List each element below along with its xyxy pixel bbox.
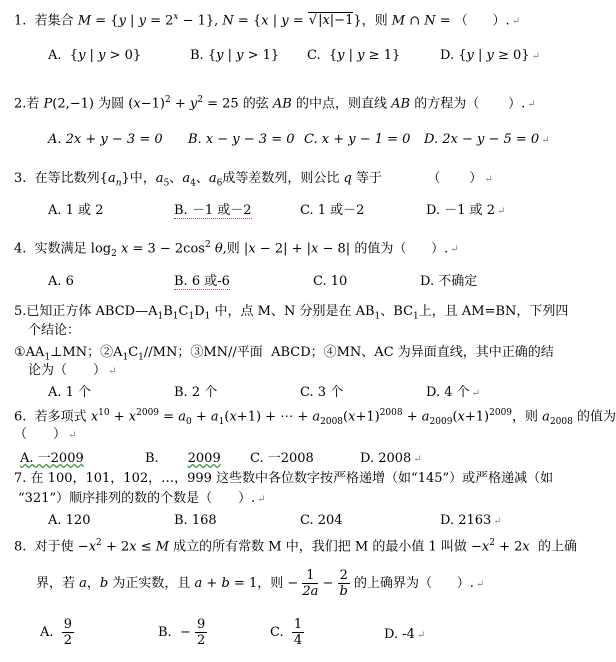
q2-option-b: B. x − y − 3 = 0 xyxy=(188,132,295,147)
q1-option-a: A. {y | y > 0} xyxy=(48,48,142,63)
question-2-stem: 2.若 P(2,−1) 为圆 $(x-1)^2 + y^2 = 25$ 的弦 AB 的中点，则直线 AB 的方程为（ ）. ↵ xyxy=(14,95,536,112)
q2-option-c: C. x + y − 1 = 0 xyxy=(304,132,411,147)
q6-option-c: C. 一2008 xyxy=(250,451,314,466)
q5-option-d: D. 4 个 ↵ xyxy=(426,385,481,400)
q7-option-c: C. 204 xyxy=(300,513,343,528)
question-7-line2: “321”）顺序排列的数的个数是（ ）. ↵ xyxy=(18,491,266,506)
q8-option-c: C. $\frac{1}{4}$ xyxy=(270,617,303,648)
q4-option-b: B. 6 或-6 xyxy=(174,274,230,289)
q4-option-a: A. 6 xyxy=(48,274,74,289)
q3-option-c: C. 1 或－2 xyxy=(300,203,365,218)
q2-option-a: A. 2x + y − 3 = 0 xyxy=(48,132,163,147)
q3-option-b: B. －1 或－2 xyxy=(174,203,252,218)
question-6-line2: （ ） ↵ xyxy=(14,427,77,442)
q7-option-a: A. 120 xyxy=(48,513,91,528)
q1-option-c: C. {y | y ≥ 1} xyxy=(307,48,401,63)
question-1-stem: 1. 若集合 M = {y | $y = 2^x - 1$}, N = {x | y = √|x|−1}，则 M ∩ N = （ ）. ↵ xyxy=(14,12,521,29)
question-5-stem: 5.已知正方体 $ABCD—A_1B_1C_1D_1$ 中，点 M、N 分别是在 $AB_1$、$BC_1$上，且 AM=BN，下列四 xyxy=(14,304,569,322)
question-5-stem-cont: 个结论： xyxy=(28,323,81,338)
q1-option-d: D. {y | y ≥ 0} ↵ xyxy=(440,48,540,63)
q8-option-b: B. − $\frac{9}{2}$ xyxy=(158,617,206,648)
question-8-line2: 界，若 a，b 为正实数，且 a + b = 1，则 − $\frac{1}{2a}$ − $\frac{2}{b}$ 的上确界为（ ）. ↵ xyxy=(36,568,485,599)
q8-option-d: D. -4 ↵ xyxy=(384,627,426,642)
q2-option-d: D. 2x − y − 5 = 0 ↵ xyxy=(424,132,550,147)
q7-option-d: D. 2163 ↵ xyxy=(440,513,502,528)
q3-option-d: D. －1 或 2 ↵ xyxy=(426,203,506,218)
question-5-statements: $①AA_1\perp MN$；$②A_1C_1//MN$；③MN//平面 ABCD；④MN、AC 为异面直线，其中正确的结 xyxy=(14,345,554,363)
q5-option-c: C. 3 个 xyxy=(300,385,344,400)
question-5-line3: 论为（ ） ↵ xyxy=(28,363,117,378)
q5-option-b: B. 2 个 xyxy=(174,385,218,400)
q4-option-d: D. 不确定 xyxy=(420,274,478,289)
question-7-stem: 7. 在 100，101，102，…，999 这些数中各位数字按严格递增（如“145”）或严格递减（如 xyxy=(14,471,554,486)
q3-option-a: A. 1 或 2 xyxy=(48,203,104,218)
q5-option-a: A. 1 个 xyxy=(48,385,92,400)
q6-option-a: A. 一2009 xyxy=(20,451,84,466)
question-6-stem: 6. 若多项式 $x^{10} + x^{2009} = a_0 + a_1(x+1)$ + ⋯ + $a_{2008}(x+1)^{2008} + a_{2009}(x+1)^{2009}$，则 $a_{2008}$ 的值为 xyxy=(14,408,616,427)
question-4-stem: 4. 实数满足 $\log_2 x = 3 - 2\cos^2$ θ,则 |x − 2| + |x − 8| 的值为（ ）. ↵ xyxy=(14,240,459,259)
q7-option-b: B. 168 xyxy=(174,513,217,528)
q6-option-b: B. 2009 xyxy=(145,451,221,466)
q6-option-d: D. 2008 ↵ xyxy=(360,451,422,466)
question-3-stem: 3. 在等比数列$\{a_n\}$中，$a_5$、$a_4$、$a_6$成等差数列，则公比 q 等于 （ ） ↵ xyxy=(14,171,493,189)
q8-option-a: A. $\frac{9}{2}$ xyxy=(40,617,73,648)
q4-option-c: C. 10 xyxy=(313,274,348,289)
q1-option-b: B. {y | y > 1} xyxy=(190,48,280,63)
question-8-stem: 8. 对于使 $-x^2 + 2x \le M$ 成立的所有常数 M 中，我们把 M 的最小值 1 叫做 $-x^2 + 2x$ 的上确 xyxy=(14,538,578,555)
